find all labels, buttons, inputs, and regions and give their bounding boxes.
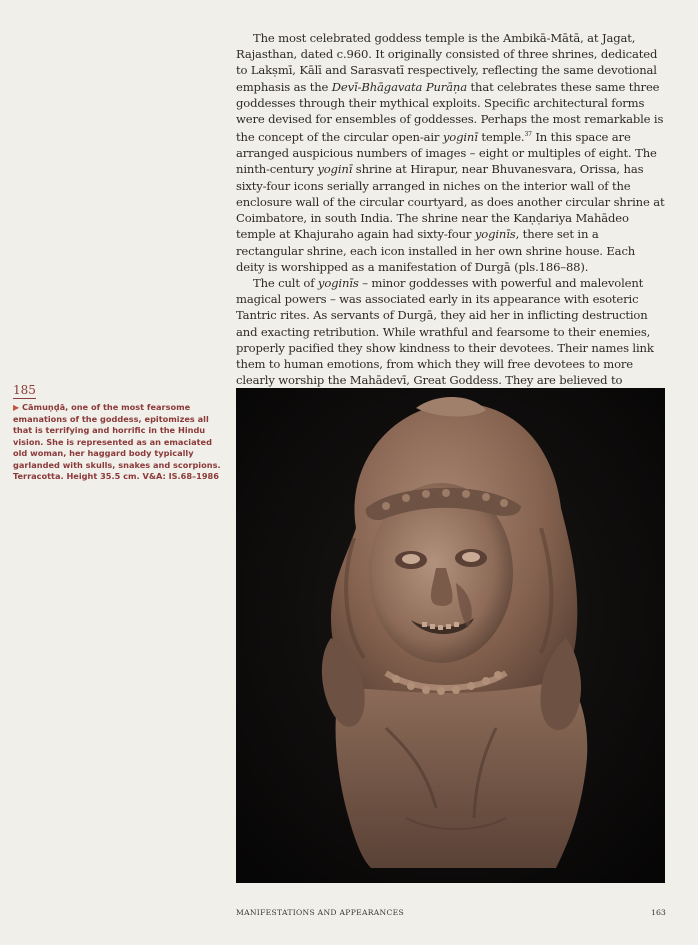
body-paragraph-1 bbox=[236, 30, 666, 275]
plate-number: 185 bbox=[13, 383, 36, 397]
text-run: – minor goddesses with powerful and malevolent magical powers – was associated early in its appearance with esoteric Tantric rites. As servants of Durgā, they aid her in inflicting destruction and exacting retribution. While wrathful and fearsome to their enemies, properly pacified they show kindness to their devotees. Their names link them to human emotions, from which they will free devotees to more clearly worship the Mahādevī, Great Goddess. They are believed to bbox=[236, 275, 654, 388]
caption-text: Cāmuṇḍā, one of the most fearsome emanations of the goddess, epitomizes all that is terrifying and horrific in the Hindu vision. She is represented as an emaciated old woman, her haggard body typically garlanded with skulls, snakes and scorpions. Terracotta. Height 35.5 cm. V&A: IS.68–1986 bbox=[13, 402, 221, 481]
terracotta-figure-illustration bbox=[236, 388, 665, 883]
text-run: , there set in a rectangular shrine, each icon installed in her own shrine house. Each deity is worshipped as a manifestation of Durgā (pls.186–88). bbox=[236, 227, 636, 274]
text-run: that celebrates these same three goddesses through their mythical exploits. Specific architectural forms were devised for ensembles of goddesses. Perhaps the most remarkable is the concept of the circular open-air bbox=[236, 79, 664, 145]
italic-term: yoginīs bbox=[474, 227, 516, 242]
italic-term: yoginī bbox=[442, 130, 478, 145]
footnote-marker: 37 bbox=[524, 131, 532, 139]
text-run: In this space are arranged auspicious numbers of images – eight or multiples of eight. The ninth-century bbox=[236, 130, 657, 177]
text-run: The most celebrated goddess temple is the Ambikā-Mātā, at Jagat, Rajasthan, dated c.960. It originally consisted of three shrines, dedicated to Lakṣmī, Kālī and Sarasvatī respectively, reflecting the same devotional emphasis as the bbox=[236, 31, 658, 94]
italic-term: yoginī bbox=[317, 162, 353, 177]
main-body-text bbox=[236, 30, 666, 405]
caption-arrow-icon: ▶ bbox=[13, 403, 20, 412]
text-run: shrine at Hirapur, near Bhuvanesvara, Orissa, has sixty-four icons serially arranged in niches on the interior wall of the enclosure wall of the circular courtyard, as does another circular shrine at Coimbatore, in south India. The shrine near the Kaṇḍariya Mahādeo temple at Khajuraho again had sixty-four bbox=[236, 162, 665, 242]
text-run: The cult of bbox=[253, 275, 318, 290]
running-footer-title: MANIFESTATIONS AND APPEARANCES bbox=[236, 908, 404, 917]
body-paragraph-2 bbox=[236, 275, 666, 405]
plate-caption bbox=[13, 402, 225, 483]
page-number: 163 bbox=[651, 908, 666, 917]
italic-term: Devī-Bhāgavata Purāṇa bbox=[331, 79, 468, 94]
sculpture-photo bbox=[236, 388, 665, 883]
italic-term: yoginīs bbox=[317, 275, 359, 290]
text-run: temple. bbox=[477, 130, 525, 145]
